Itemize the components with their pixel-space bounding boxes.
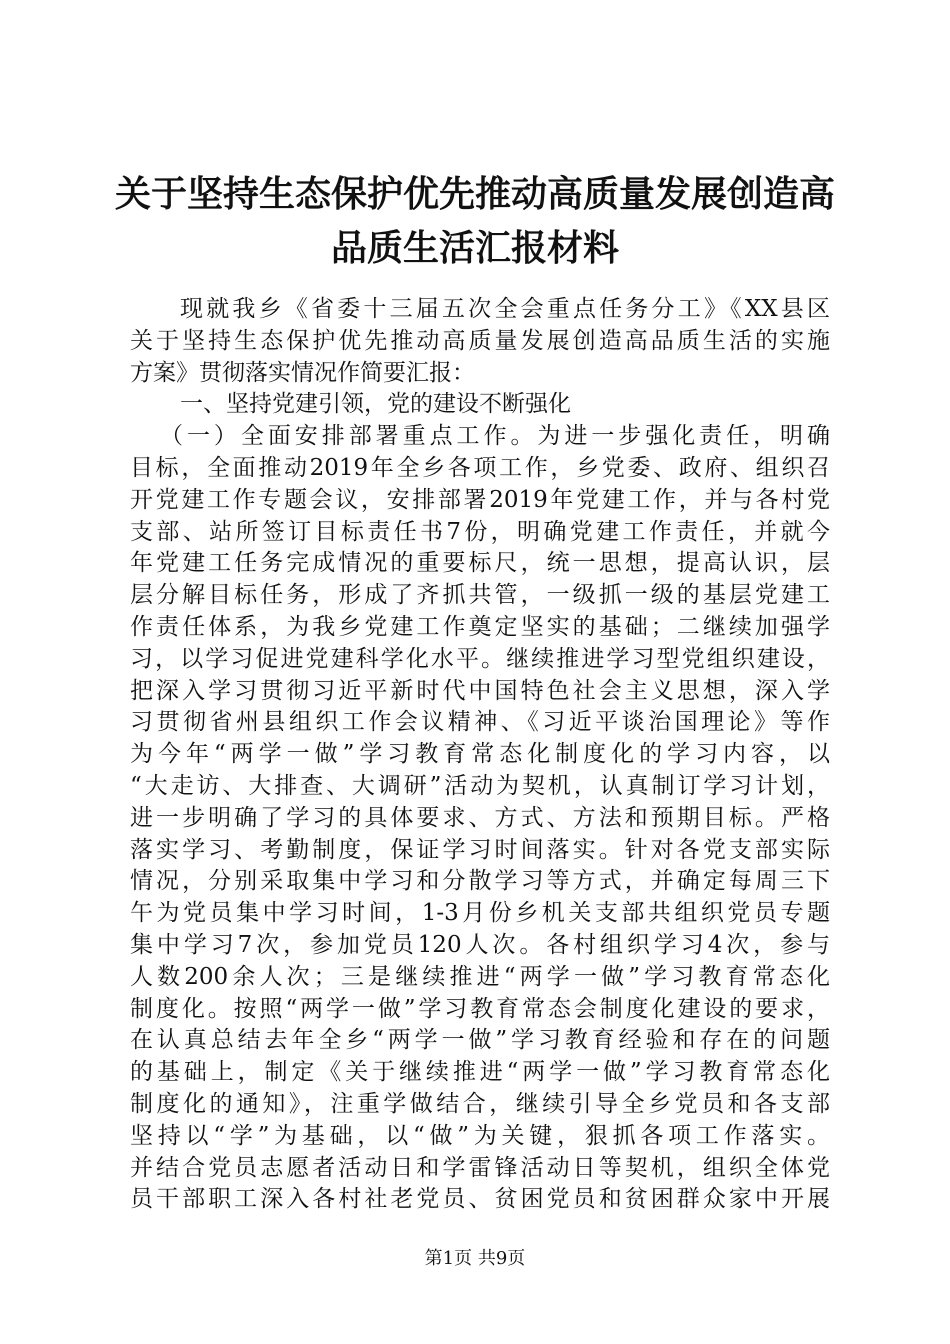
paragraph-line: 并结合党员志愿者活动日和学雷锋活动日等契机，组织全体党: [130, 1154, 830, 1181]
paragraph-line: 关于坚持生态保护优先推动高质量发展创造高品质生活的实施: [130, 327, 830, 354]
paragraph-line: 集中学习7次，参加党员120人次。各村组织学习4次，参与: [130, 931, 830, 958]
paragraph-line: 坚持以“学”为基础，以“做”为关键，狠抓各项工作落实。: [130, 1122, 830, 1149]
paragraph-line: “大走访、大排查、大调研”活动为契机，认真制订学习计划，: [130, 772, 830, 799]
document-title-line-1: 关于坚持生态保护优先推动高质量发展创造高: [114, 173, 835, 215]
paragraph-line: 落实学习、考勤制度，保证学习时间落实。针对各党支部实际: [130, 836, 830, 863]
paragraph-line: 目标，全面推动2019年全乡各项工作，乡党委、政府、组织召: [130, 454, 830, 481]
paragraph-line: 在认真总结去年全乡“两学一做”学习教育经验和存在的问题: [130, 1027, 830, 1054]
paragraph-line: 的基础上，制定《关于继续推进“两学一做”学习教育常态化: [130, 1059, 830, 1086]
paragraph-line: 把深入学习贯彻习近平新时代中国特色社会主义思想，深入学: [130, 677, 830, 704]
paragraph-line: 制度化的通知》，注重学做结合，继续引导全乡党员和各支部: [130, 1090, 830, 1117]
document-body: [130, 294, 830, 1216]
paragraph-line: 方案》贯彻落实情况作简要汇报：: [130, 359, 475, 386]
page-number-footer: 第1页 共9页: [424, 1248, 526, 1269]
paragraph-line: 情况，分别采取集中学习和分散学习等方式，并确定每周三下: [130, 868, 830, 895]
section-heading: 一、坚持党建引领，党的建设不断强化: [180, 391, 571, 418]
paragraph-line: 开党建工作专题会议，安排部署2019年党建工作，并与各村党: [130, 486, 830, 513]
paragraph-line: 作责任体系，为我乡党建工作奠定坚实的基础；二继续加强学: [130, 613, 830, 640]
paragraph-line: 制度化。按照“两学一做”学习教育常态会制度化建设的要求，: [130, 995, 830, 1022]
paragraph-line: 支部、站所签订目标责任书7份，明确党建工作责任，并就今: [130, 518, 830, 545]
document-title-line-2: 品质生活汇报材料: [330, 227, 619, 269]
paragraph-line: 进一步明确了学习的具体要求、方式、方法和预期目标。严格: [130, 804, 830, 831]
paragraph-line: 习，以学习促进党建科学化水平。继续推进学习型党组织建设，: [130, 645, 830, 672]
paragraph-line: （一）全面安排部署重点工作。为进一步强化责任，明确: [160, 423, 830, 450]
paragraph-line: 午为党员集中学习时间，1-3月份乡机关支部共组织党员专题: [130, 900, 830, 927]
paragraph-line: 为今年“两学一做”学习教育常态化制度化的学习内容，以: [130, 741, 830, 768]
paragraph-line: 层分解目标任务，形成了齐抓共管，一级抓一级的基层党建工: [130, 582, 830, 609]
paragraph-line: 员干部职工深入各村社老党员、贫困党员和贫困群众家中开展: [130, 1186, 830, 1213]
paragraph-line: 习贯彻省州县组织工作会议精神、《习近平谈治国理论》等作: [130, 709, 830, 736]
paragraph-line: 人数200余人次；三是继续推进“两学一做”学习教育常态化: [130, 963, 830, 990]
paragraph-line: 现就我乡《省委十三届五次全会重点任务分工》《XX县区: [180, 296, 830, 322]
paragraph-line: 年党建工任务完成情况的重要标尺，统一思想，提高认识，层: [130, 550, 830, 577]
